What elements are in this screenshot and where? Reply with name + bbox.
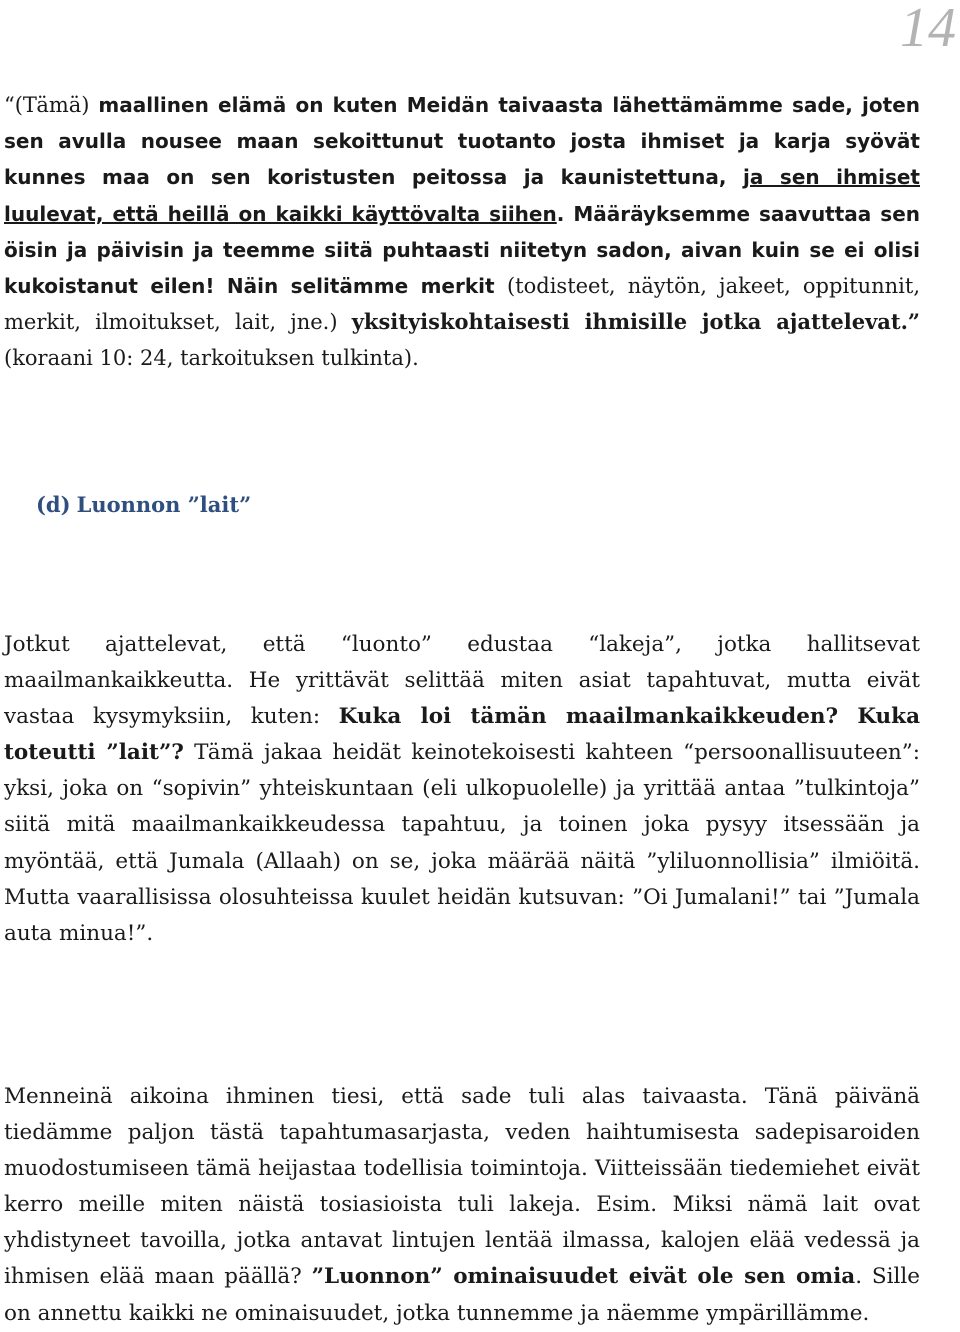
paragraph-text: Menneinä aikoina ihminen tiesi, että sade tuli alas taivaasta. Tänä päivänä tiedämme paljon tästä tapahtumasarjasta, veden haihtumisesta sadepisaroiden muodostumiseen tämä heijastaa todellisia toimintoja. Viitteissään tiedemiehet eivät kerro meille miten näistä tosiasioista tuli lakeja. Esim. Miksi nämä lait ovat yhdistyneet tavoilla, jotka antavat lintujen lentää ilmassa, kalojen elää vedessä ja ihmisen elää maan päällä? [4,1084,920,1290]
page-number: 14 [900,0,956,59]
paragraph-text: . Sille on annettu kaikki ne ominaisuudet, jotka tunnemme ja näemme ympärillämme. [4,1264,920,1326]
paragraph-text: Tämä jakaa heidät keinotekoisesti kahteen “persoonallisuuteen”: yksi, joka on “sopivin” yhteiskuntaan (eli ulkopuolelle) ja yrittää antaa ”tulkintoja” siitä mitä maailmankaikkeudessa tapahtuu, ja toinen joka pysyy itsessään ja myöntää, että Jumala (Allaah) on se, joka määrää näitä ”yliluonnollisia” ilmiöitä. Mutta vaarallisissa olosuhteissa kuulet heidän kutsuvan: ”Oi Jumalani!” tai ”Jumala auta minua!”. [4,740,920,946]
section-heading-number: (d) [36,492,71,517]
quran-quote-paragraph [4,87,920,377]
quote-bold-continuation: . Määräyksemme saavuttaa sen öisin ja päivisin ja teemme siitä puhtaasti niitetyn sadon, aivan kuin se ei olisi kukoistanut eilen! Näin selitämme merkit [4,201,920,299]
quote-parenthetical: (todisteet, näytön, jakeet, oppitunnit, merkit, ilmoitukset, lait, jne.) [4,274,921,335]
rain-paragraph [4,1079,920,1332]
quote-opening: “(Tämä) [4,93,99,117]
nature-laws-paragraph [4,627,920,952]
quote-bold-part: maallinen elämä on kuten Meidän taivaasta lähettämämme sade, joten sen avulla nousee maan sekoittunut tuotanto josta ihmiset ja karja syövät kunnes maa on sen koristusten peitossa ja kaunistettuna, [4,93,920,190]
section-heading-text: Luonnon ”lait” [76,492,252,517]
paragraph-bold-statement: ”Luonnon” ominaisuudet eivät ole sen omia [311,1264,856,1290]
section-heading [36,489,251,521]
paragraph-bold-question: Kuka loi tämän maailmankaikkeuden? Kuka toteutti ”lait”? [4,704,920,766]
quote-reference: (koraani 10: 24, tarkoituksen tulkinta). [4,346,419,371]
paragraph-text: Jotkut ajattelevat, että “luonto” edustaa “lakeja”, jotka hallitsevat maailmankaikkeutta. He yrittävät selittää miten asiat tapahtuvat, mutta eivät vastaa kysymyksiin, kuten: [4,632,920,730]
quote-underlined-part: ja sen ihmiset luulevat, että heillä on kaikki käyttövalta siihen [4,165,920,226]
quote-bold-ending: yksityiskohtaisesti ihmisille jotka ajattelevat.” [351,309,921,335]
